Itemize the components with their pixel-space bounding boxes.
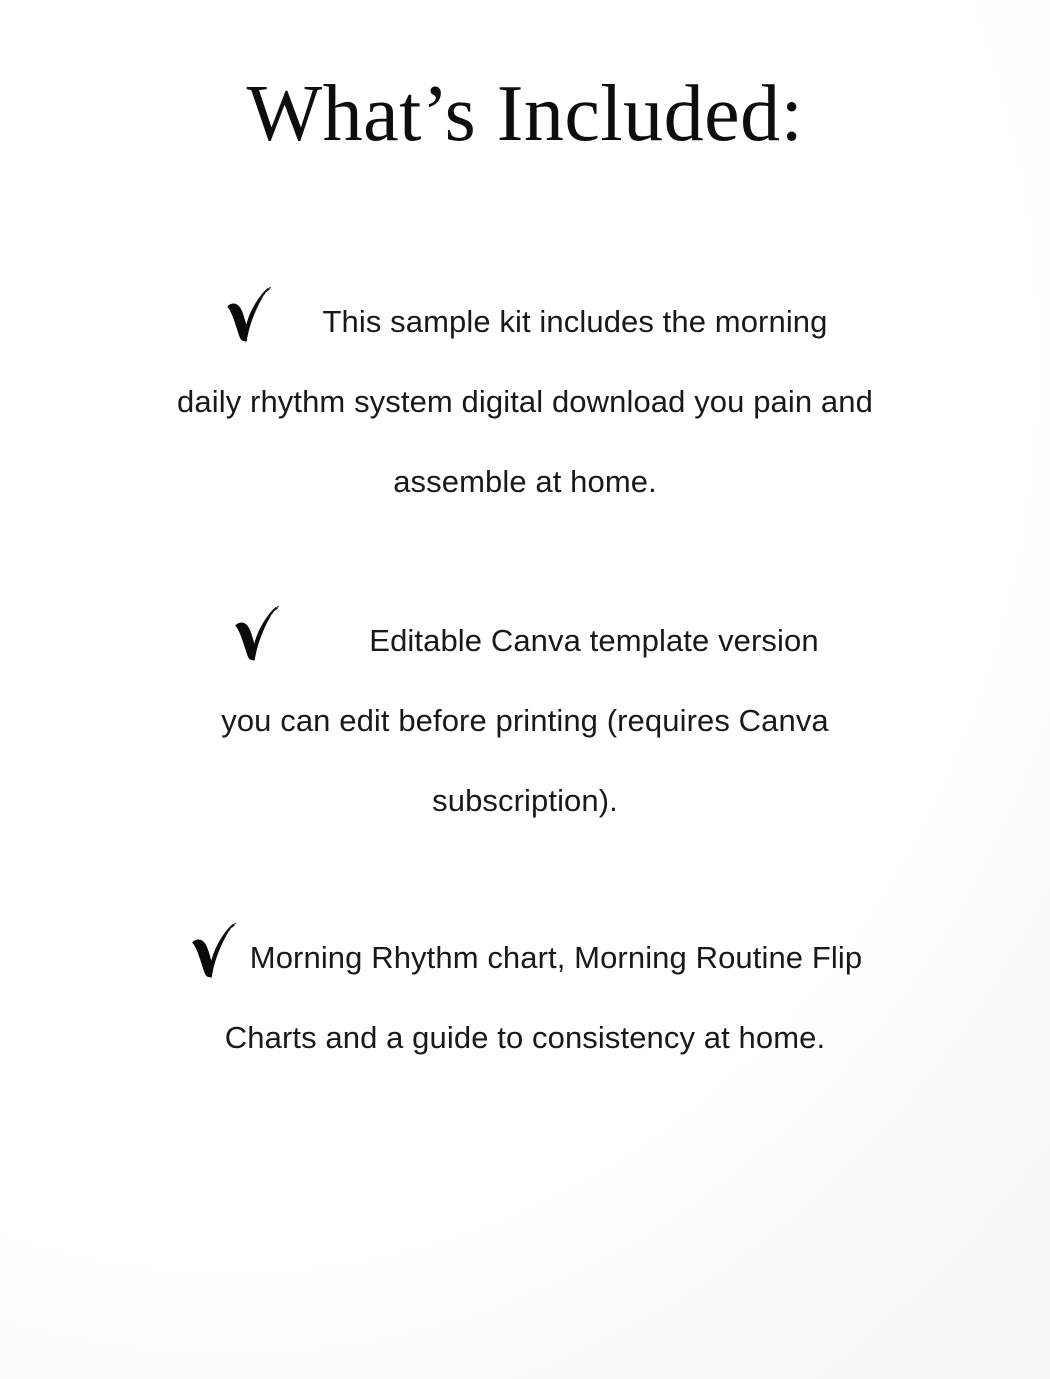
list-item-line: This sample kit includes the morning [322,304,828,339]
list-item-first-line [52,282,998,362]
list-item [0,601,1050,841]
list-item-line: assemble at home. [393,464,657,499]
list-item-line: Morning Rhythm chart, Morning Routine Flip [249,940,863,975]
list-item-line: Editable Canva template version [369,623,819,658]
brush-checkmark-icon [231,603,283,663]
list-item-text [0,601,1050,841]
brush-checkmark-icon [223,284,275,344]
page-title: What’s Included: [246,70,804,158]
list-item-first-line [52,918,998,998]
brush-checkmark-icon [188,920,240,980]
list-item-line: daily rhythm system digital download you pain and [177,384,873,419]
list-item-text [0,918,1050,1078]
list-item-line: Charts and a guide to consistency at home. [224,1020,826,1055]
list-item-first-line [52,601,998,681]
list-item [0,918,1050,1078]
list-item-line: subscription). [432,783,618,818]
list-item [0,282,1050,522]
list-item-line: you can edit before printing (requires Canva [221,703,829,738]
included-list [0,282,1050,1078]
list-item-text [0,282,1050,522]
title-block [0,70,1050,158]
